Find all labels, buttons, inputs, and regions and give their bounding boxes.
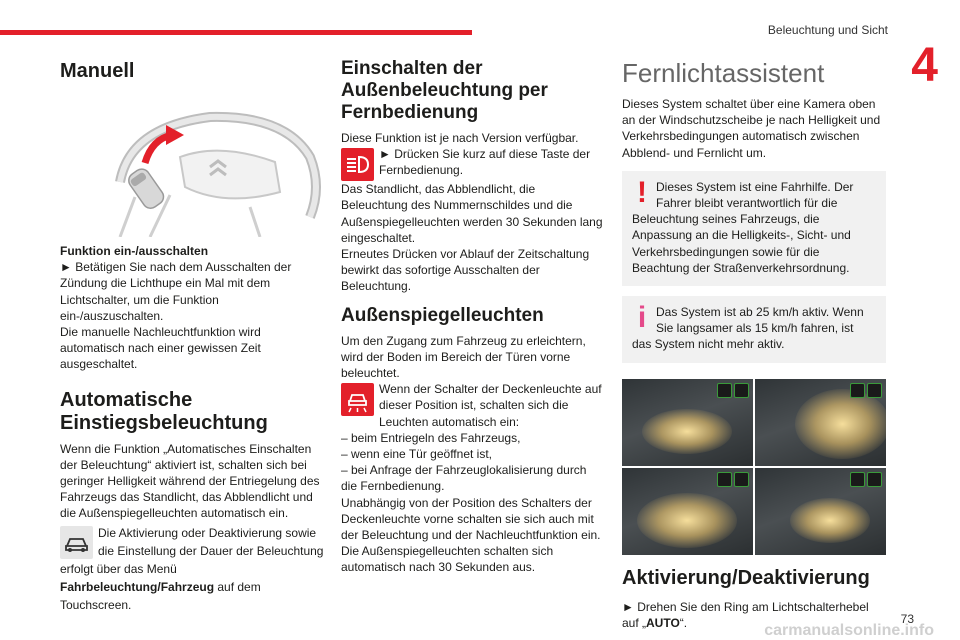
column-3 [622,58,886,631]
list-item: – beim Entriegeln des Fahrzeugs, [341,430,521,445]
info-note [622,296,886,363]
paragraph-mirror-3: Unabhängig von der Position des Schalters der Deckenleuchte vorne schalten sie sich auch mit der Beleuchtung und der Nachleuchtfunktion ein. [341,495,601,543]
info-icon: i [637,301,647,335]
headlight-icon [341,148,374,181]
watermark: carmanualsonline.info [764,622,934,639]
paragraph-high-beam-1: Dieses System schaltet über eine Kamera oben an der Windschutzscheibe je nach Helligkeit und Verkehrsbedingungen automatisch zwischen Abblend- und Fernlicht um. [622,97,881,160]
column-1 [60,58,324,614]
menu-separator: / [157,579,161,594]
chapter-number: 4 [911,39,938,92]
warning-text: Dieses System ist eine Fahrhilfe. Der Fahrer bleibt verantwortlich für die Beleuchtung seines Fahrzeugs, die Anpassung an die Helligkeits-, Sicht- und Verkehrsbedingungen sowie für die Beachtung der Straßenverkehrsordnung. [632,179,854,275]
paragraph-auto-2 [60,524,324,614]
activation-text-end: “. [679,615,688,630]
list-item: – wenn eine Tür geöffnet ist, [341,447,492,462]
paragraph-remote-4: Erneutes Drücken vor Ablauf der Zeitschaltung bewirkt das sofortige Ausschalten der Beleuchtung. [341,247,590,294]
road-scene-image [755,468,886,555]
info-text: Das System ist ab 25 km/h aktiv. Wenn Sie langsamer als 15 km/h fahren, ist das System nicht mehr aktiv. [632,305,864,352]
menu-fahrbeleuchtung: Fahrbeleuchtung [60,579,158,594]
list-item: – bei Anfrage der Fahrzeuglokalisierung durch die Fernbedienung. [341,463,587,494]
warning-note [622,171,886,286]
auto-text: Die Aktivierung oder Deaktivierung sowie die Einstellung der Dauer der Beleuchtung erfolgt über das Menü [60,525,324,576]
paragraph-mirror-2-wrap [341,381,605,430]
paragraph-mirror-4: Die Außenspiegelleuchten schalten sich automatisch nach 30 Sekunden aus. [341,544,554,575]
auto-indicator-icon [717,383,749,398]
auto-label: AUTO [646,615,680,630]
paragraph-remote-2: ► Drücken Sie kurz auf diese Taste der Fernbedienung. [379,147,591,178]
auto-text-end: auf dem Touchscreen. [60,579,261,612]
auto-indicator-icon [850,472,882,487]
column-2 [341,58,605,576]
heading-auto-entry-lighting: Automatische Einstiegsbeleuchtung [60,388,268,434]
activation-text: ► Drehen Sie den Ring am Lichtschalterhebel auf „ [622,599,869,630]
paragraph-mirror-1: Um den Zugang zum Fahrzeug zu erleichtern, wird der Boden im Bereich der Türen vorne beleuchtet. [341,333,586,381]
paragraph-manual-2: Die manuelle Nachleuchtfunktion wird automatisch nach einer gewissen Zeit ausgeschaltet. [60,325,261,372]
auto-indicator-icon [717,472,749,487]
paragraph-mirror-2: Wenn der Schalter der Deckenleuchte auf dieser Position ist, schalten sich die Leuchten automatisch ein: [379,382,602,429]
steering-wheel-illustration [60,87,324,237]
heading-mirror-lights: Außenspiegelleuchten [341,304,544,326]
heading-manuell: Manuell [60,60,135,82]
car-icon [60,526,93,559]
paragraph-remote-2-wrap [341,146,605,178]
paragraph-remote-1: Diese Funktion ist je nach Version verfügbar. [341,131,579,145]
heading-high-beam-assist: Fernlichtassistent [622,58,825,88]
heading-activation: Aktivierung/Deaktivierung [622,566,870,589]
road-scene-image [622,468,753,555]
subheading-function-toggle: Funktion ein-/ausschalten [60,244,209,258]
paragraph-manual-1: ► Betätigen Sie nach dem Ausschalten der Zündung die Lichthupe ein Mal mit dem Lichtschalter, um die Funktion ein-/auszuschalten. [60,260,292,323]
warning-icon: ! [637,175,647,209]
road-scene-image [755,379,886,466]
auto-indicator-icon [850,383,882,398]
paragraph-remote-3: Das Standlicht, das Abblendlicht, die Beleuchtung des Nummernschildes und die Außenspiegelleuchten werden 30 Sekunden lang eingeschaltet. [341,182,603,245]
page-number: 73 [900,612,914,626]
heading-remote-lighting: Einschalten der Außenbeleuchtung per Fernbedienung [341,58,548,123]
menu-fahrzeug: Fahrzeug [160,579,215,594]
high-beam-photo-grid [622,379,886,555]
door-light-icon [341,383,374,416]
top-accent-bar [0,30,472,35]
road-scene-image [622,379,753,466]
section-title: Beleuchtung und Sicht [767,23,888,37]
paragraph-auto-1: Wenn die Funktion „Automatisches Einschalten der Beleuchtung“ aktiviert ist, schalten sich bei geringer Helligkeit während der Entriegelung des Fahrzeugs das Standlicht, das Abblendlicht und die Außenspiegelleuchten automatisch ein. [60,441,320,521]
